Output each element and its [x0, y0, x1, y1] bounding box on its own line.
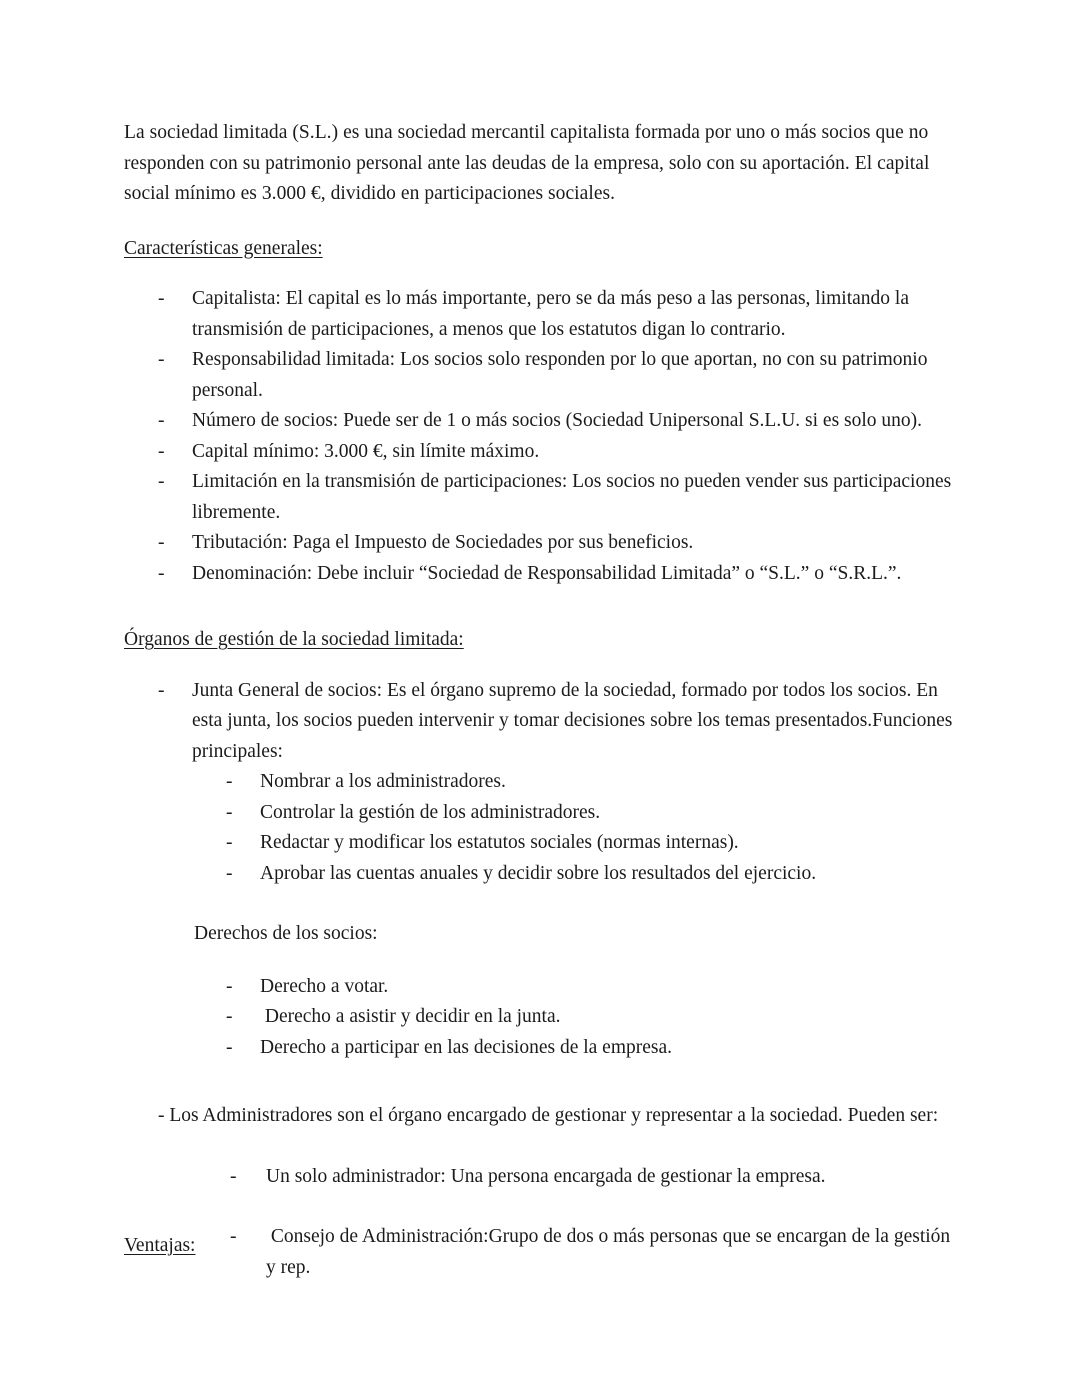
bullet-dash-icon: -	[226, 1036, 233, 1058]
intro-paragraph: La sociedad limitada (S.L.) es una sociedad mercantil capitalista formada por uno o más socios que no responden con su patrimonio personal ante las deudas de la empresa, solo con su aportación. El capital social mínimo es 3.000 €, dividido en participaciones sociales.	[124, 122, 930, 204]
bullet-dash-icon: -	[158, 410, 165, 431]
bullet-dash-icon: -	[226, 975, 233, 997]
list-item-text: Tributación: Paga el Impuesto de Sociedades por sus beneficios.	[192, 532, 694, 553]
bullet-dash-icon: -	[226, 832, 233, 853]
list-item-text: Responsabilidad limitada: Los socios solo responden por lo que aportan, no con su patrimonio personal.	[192, 349, 928, 401]
administradores-list	[124, 1162, 956, 1284]
list-item-text: Un solo administrador: Una persona encargada de gestionar la empresa.	[266, 1165, 826, 1187]
list-item	[124, 1002, 956, 1033]
organos-list	[124, 676, 956, 768]
list-item	[124, 406, 956, 437]
derechos-label: Derechos de los socios:	[194, 923, 378, 944]
heading-ventajas	[124, 1231, 195, 1262]
list-item-text: Derecho a asistir y decidir en la junta.	[260, 1006, 561, 1027]
list-item	[124, 767, 956, 798]
bullet-dash-icon: -	[230, 1226, 237, 1247]
list-item	[124, 467, 956, 528]
heading-organos-text: Órganos de gestión de la sociedad limitada:	[124, 629, 464, 650]
list-item	[124, 828, 956, 859]
list-item	[124, 798, 956, 829]
list-item-text: Derecho a participar en las decisiones de la empresa.	[260, 1036, 673, 1058]
list-item-text: Junta General de socios: Es el órgano supremo de la sociedad, formado por todos los socios. En esta junta, los socios pueden intervenir y tomar decisiones sobre los temas presentados.Funciones principales:	[192, 679, 953, 762]
caracteristicas-list	[124, 284, 956, 589]
bullet-dash-icon: -	[158, 562, 165, 584]
list-item	[124, 345, 956, 406]
bullet-dash-icon: -	[230, 1165, 237, 1187]
heading-caracteristicas-text: Características generales:	[124, 237, 323, 259]
administradores-lead: - Los Administradores son el órgano encargado de gestionar y representar a la sociedad. Pueden ser:	[158, 1105, 939, 1126]
list-item	[124, 1222, 956, 1283]
document-body	[124, 118, 956, 1283]
heading-organos	[124, 625, 956, 656]
bullet-dash-icon: -	[158, 532, 165, 553]
list-item-text: Derecho a votar.	[260, 975, 389, 997]
bullet-dash-icon: -	[158, 349, 165, 370]
list-item	[124, 528, 956, 559]
heading-caracteristicas	[124, 234, 956, 265]
bullet-dash-icon: -	[158, 440, 165, 462]
list-item-text: Denominación: Debe incluir “Sociedad de Responsabilidad Limitada” o “S.L.” o “S.R.L.”.	[192, 562, 902, 584]
list-item	[124, 559, 956, 590]
bullet-dash-icon: -	[226, 801, 233, 823]
heading-ventajas-text: Ventajas:	[124, 1235, 196, 1256]
bullet-dash-icon: -	[158, 679, 165, 701]
list-item	[124, 284, 956, 345]
list-item-text: Capital mínimo: 3.000 €, sin límite máximo.	[192, 440, 540, 462]
list-item-text: Controlar la gestión de los administradores.	[260, 801, 601, 823]
bullet-dash-icon: -	[226, 862, 233, 884]
bullet-dash-icon: -	[158, 288, 165, 309]
list-item-text: Aprobar las cuentas anuales y decidir sobre los resultados del ejercicio.	[260, 862, 817, 884]
list-item-text: Consejo de Administración:Grupo de dos o más personas que se encargan de la gestión y rep.	[266, 1226, 956, 1278]
list-item	[124, 437, 956, 468]
list-item-text: Nombrar a los administradores.	[260, 771, 506, 792]
derechos-list	[124, 972, 956, 1064]
list-item	[124, 676, 956, 768]
funciones-list	[124, 767, 956, 889]
list-item	[124, 859, 956, 890]
list-item	[124, 1162, 956, 1193]
bullet-dash-icon: -	[226, 771, 233, 792]
list-item-text: Capitalista: El capital es lo más importante, pero se da más peso a las personas, limitando la transmisión de participaciones, a menos que los estatutos digan lo contrario.	[192, 288, 909, 340]
bullet-dash-icon: -	[158, 471, 165, 492]
list-item	[124, 1033, 956, 1064]
list-item	[124, 972, 956, 1003]
bullet-dash-icon: -	[226, 1006, 233, 1027]
list-item-text: Redactar y modificar los estatutos sociales (normas internas).	[260, 832, 739, 853]
list-item-text: Limitación en la transmisión de participaciones: Los socios no pueden vender sus participaciones libremente.	[192, 471, 952, 523]
list-item-text: Número de socios: Puede ser de 1 o más socios (Sociedad Unipersonal S.L.U. si es solo uno).	[192, 410, 923, 431]
